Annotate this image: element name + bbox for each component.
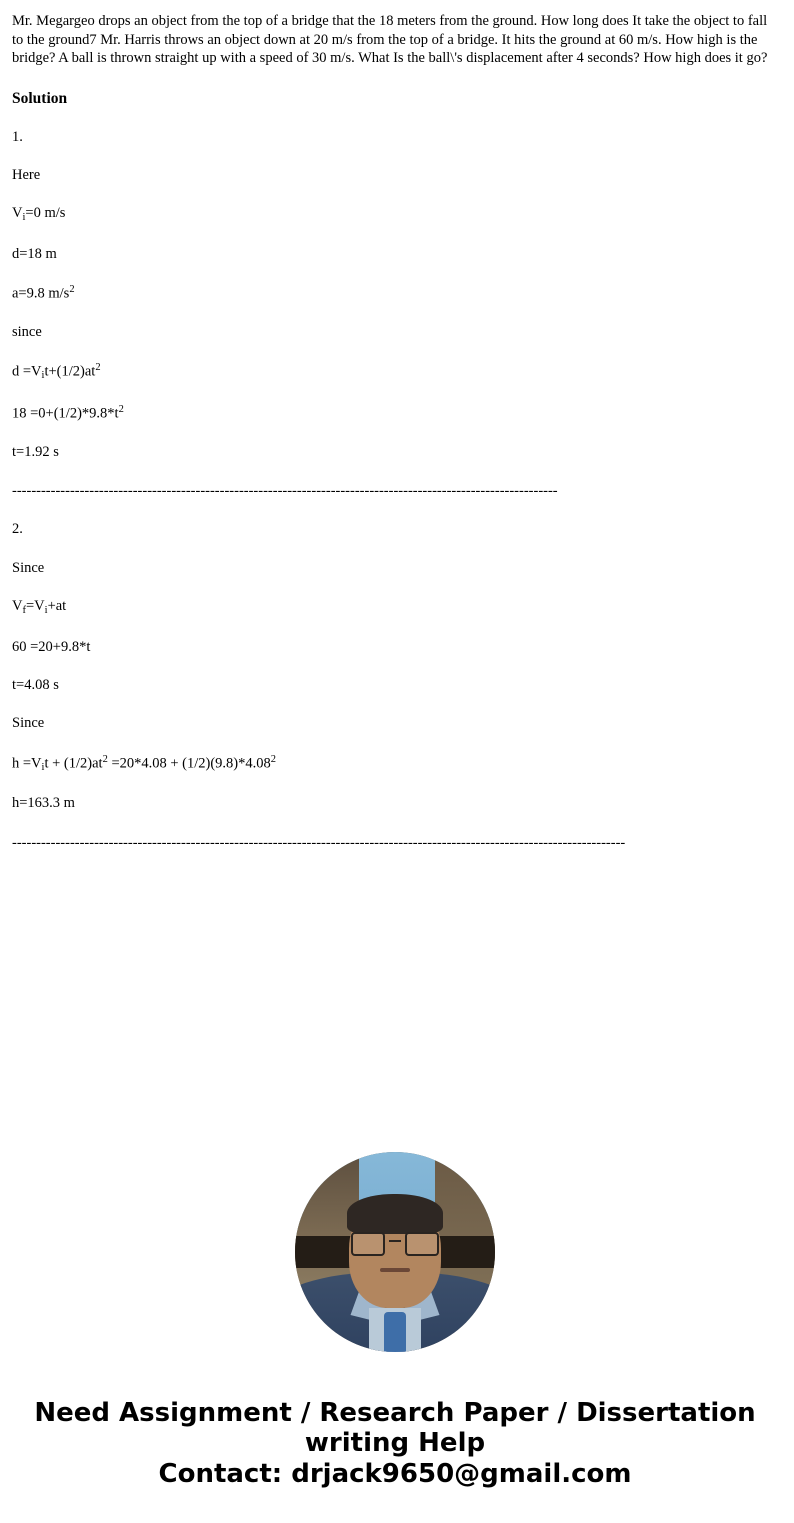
eq2-prefix: 18 =0+(1/2)*9.8*t (12, 405, 119, 422)
vf-subscript: f (22, 604, 26, 616)
part2-equation-1: 60 =20+9.8*t (12, 638, 91, 655)
part2-number: 2. (12, 521, 23, 538)
footer-line-3: Contact: drjack9650@gmail.com (158, 1458, 632, 1489)
h-middle-2: =20*4.08 + (1/2)(9.8)*4.08 (107, 754, 271, 771)
vi-subscript-2: i (44, 604, 48, 616)
part1-number: 1. (12, 128, 23, 145)
part2-time-result: t=4.08 s (12, 676, 59, 693)
part2-height-equation (12, 733, 782, 775)
footer-line-1: Need Assignment / Research Paper / Dissertation (34, 1397, 756, 1428)
avatar-container (8, 1152, 782, 1352)
eq1-exponent: 2 (95, 362, 101, 374)
h-middle: t + (1/2)at (44, 754, 103, 771)
vi-symbol: V (12, 205, 23, 222)
part1-here-label: Here (12, 167, 41, 184)
part1-since-label: since (12, 323, 42, 340)
eq1-subscript: i (41, 370, 45, 382)
avatar-mouth (380, 1268, 410, 1272)
eq1-prefix: d =V (12, 363, 42, 380)
footer-line-2: writing Help (304, 1428, 486, 1459)
avatar-tie (384, 1312, 406, 1352)
h-exponent-1: 2 (102, 753, 108, 765)
part1-initial-velocity (12, 184, 782, 225)
section-divider-1: ----------------------------------------------------------------------------------------------------------------- (12, 483, 558, 500)
part1-result: t=1.92 s (12, 443, 59, 460)
avatar-glasses-left (351, 1232, 385, 1256)
vf-suffix: +at (47, 597, 67, 614)
h-subscript: i (41, 761, 45, 773)
vi-subscript: i (22, 212, 26, 224)
avatar-glasses-bridge (389, 1240, 401, 1242)
eq2-exponent: 2 (118, 404, 124, 416)
vf-prefix: V (12, 597, 23, 614)
h-prefix: h =V (12, 754, 42, 771)
part1-acceleration (12, 263, 782, 303)
part1-distance: d=18 m (12, 245, 57, 262)
a-value: a=9.8 m/s (12, 285, 70, 302)
avatar-hair (347, 1194, 443, 1234)
footer-contact (8, 1398, 782, 1513)
vi-value: =0 m/s (25, 205, 66, 222)
h-exponent-2: 2 (270, 753, 277, 765)
avatar-glasses-right (405, 1232, 439, 1256)
section-divider-2: ------------------------------------------------------------------------------------------------------------------------------- (12, 834, 626, 851)
a-exponent: 2 (69, 284, 75, 296)
eq1-middle: t+(1/2)at (44, 363, 96, 380)
vf-middle: =V (25, 597, 45, 614)
solution-heading: Solution (12, 89, 68, 107)
part2-height-result: h=163.3 m (12, 795, 75, 812)
avatar (295, 1152, 495, 1352)
part1-equation-1 (12, 341, 782, 383)
part2-final-velocity-equation (12, 577, 782, 618)
part1-equation-2 (12, 383, 782, 423)
part2-since-label-1: Since (12, 559, 45, 576)
part2-since-label-2: Since (12, 715, 45, 732)
problem-statement: Mr. Megargeo drops an object from the top of a bridge that the 18 meters from the ground. How long does It take the object to fall to the ground7 Mr. Harris throws an object down at 20 m/s from the top of a bridge. It hits the ground at 60 m/s. How high is the bridge? A ball is thrown straight up with a speed of 30 m/s. What Is the ball\'s displacement after 4 seconds? How high does it go? (12, 13, 768, 67)
